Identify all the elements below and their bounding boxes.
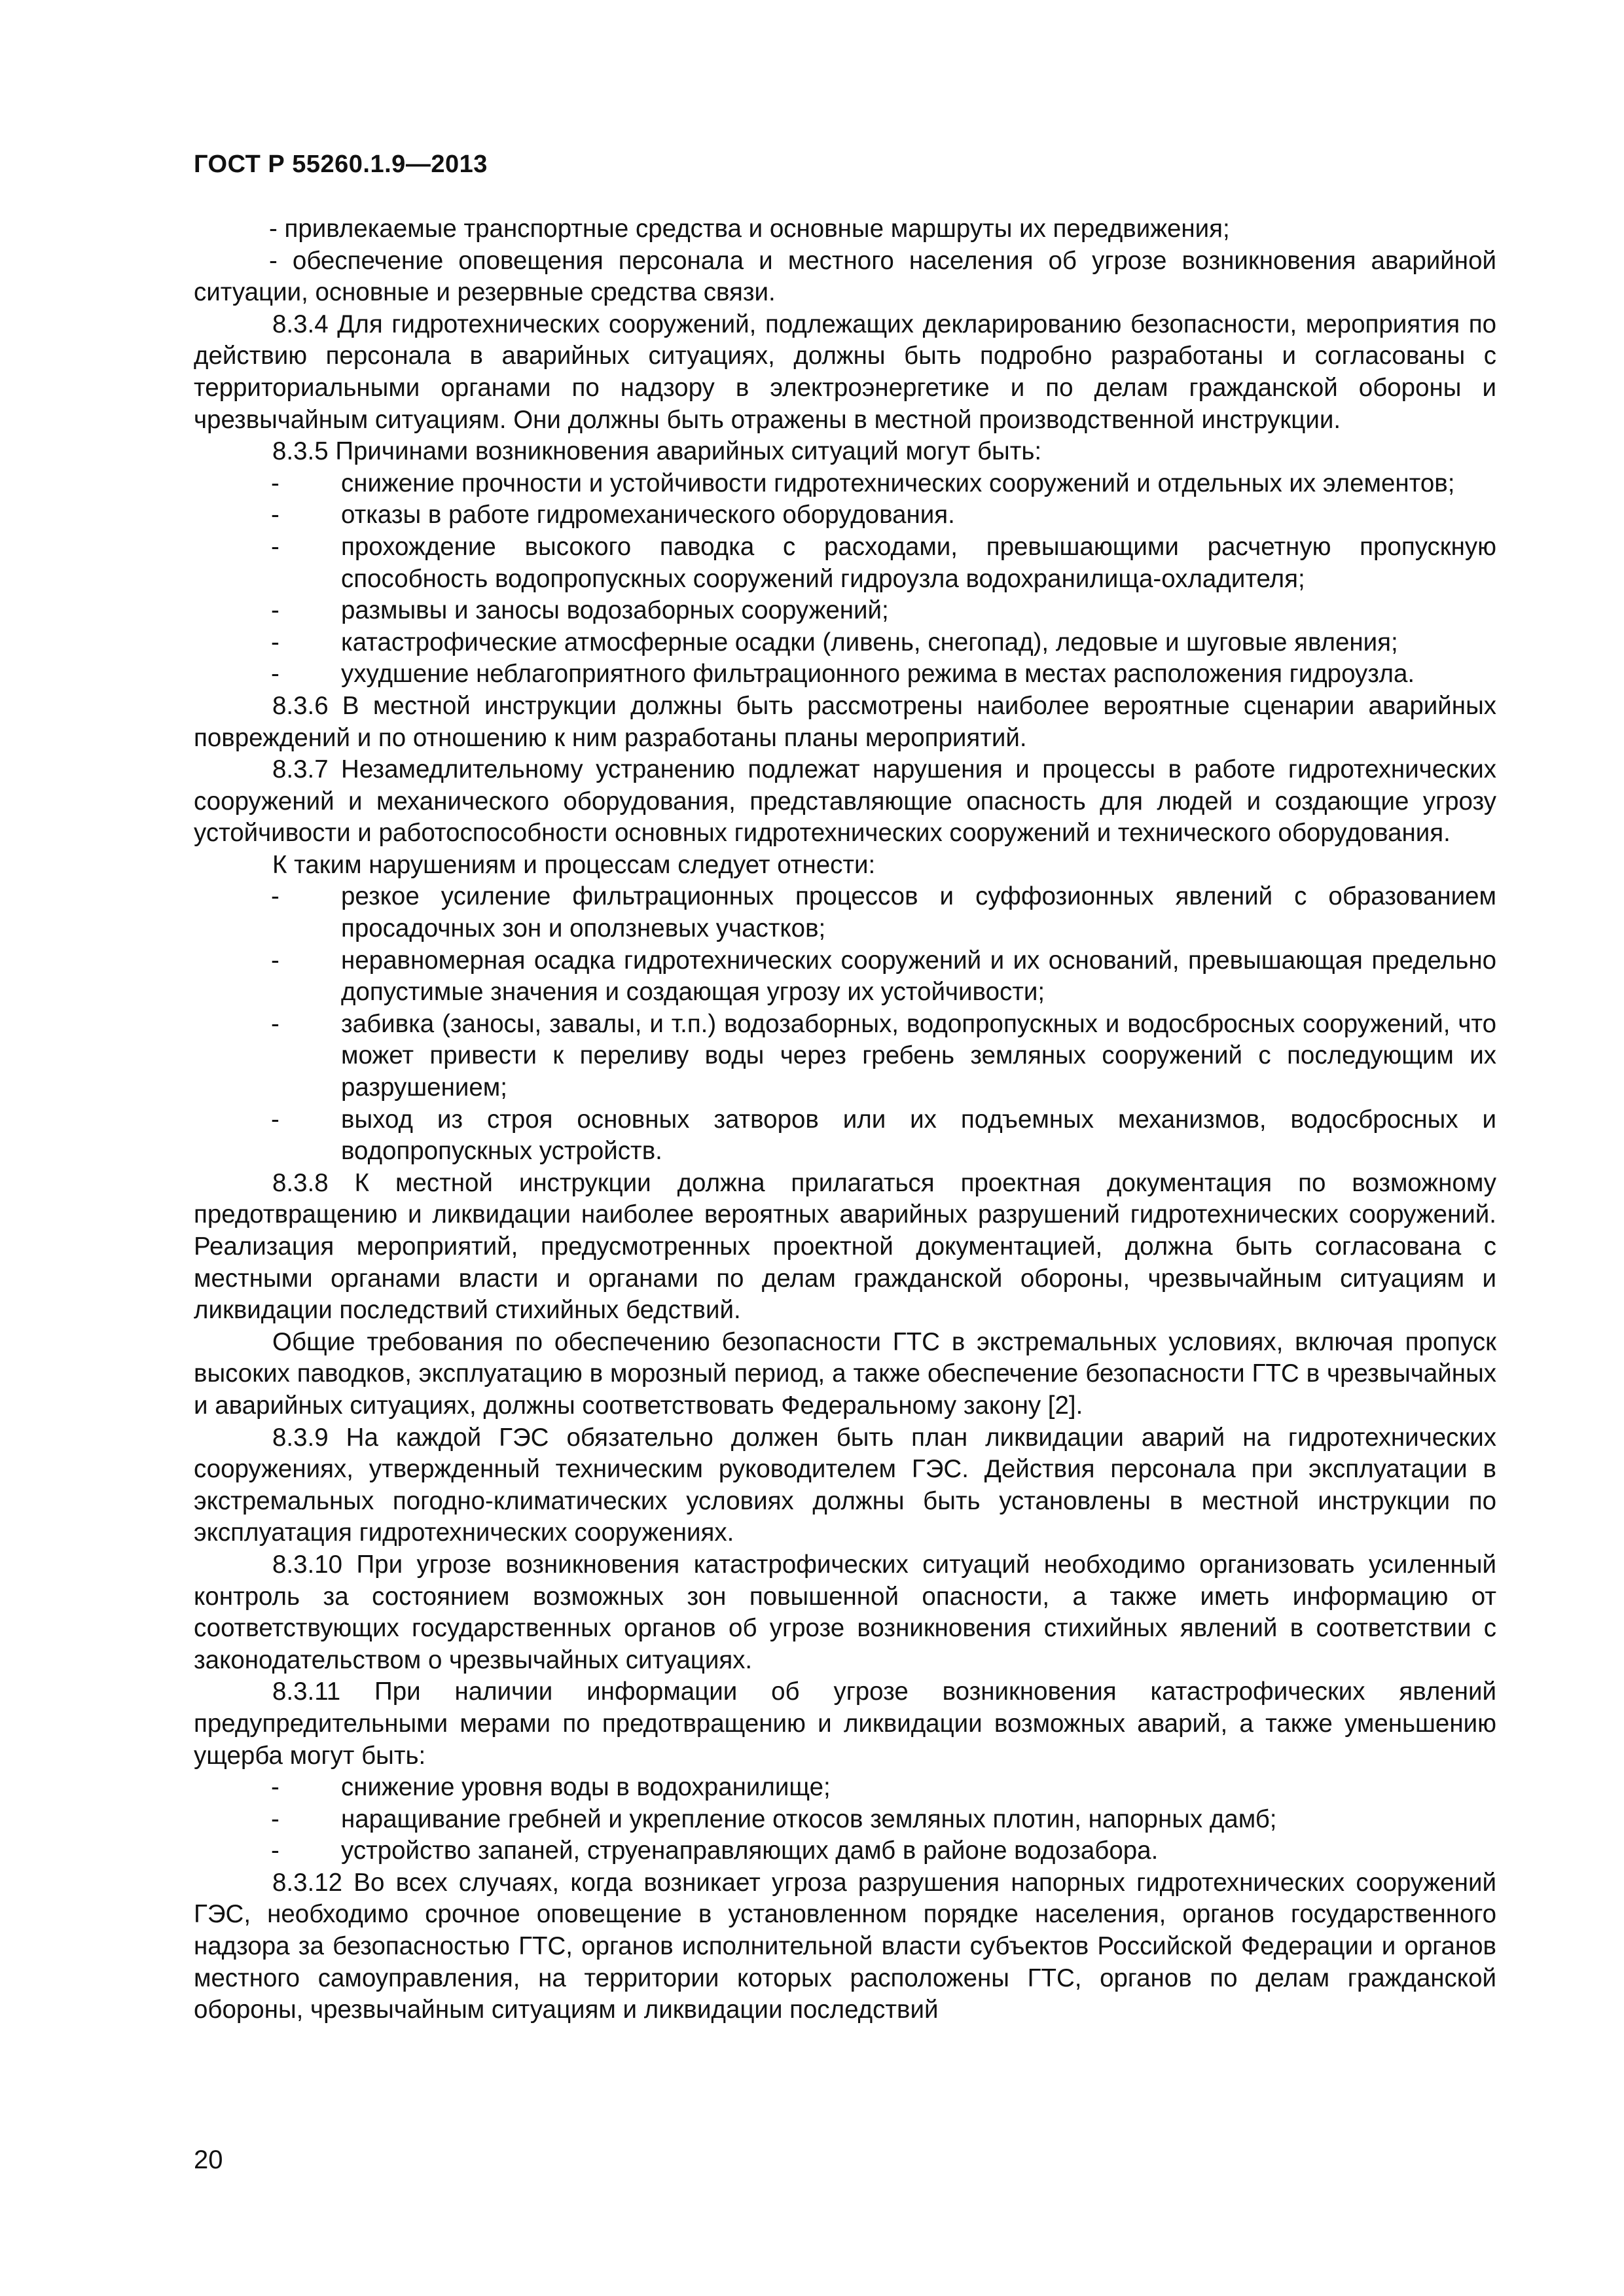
list-dash: - <box>271 660 280 689</box>
list-item-text: отказы в работе гидромеханического оборудования. <box>341 501 955 529</box>
clause-8-3-5: 8.3.5 Причинами возникновения аварийных ситуаций могут быть: <box>272 437 1042 466</box>
list-dash: - <box>271 1105 280 1134</box>
list-dash: - <box>271 628 280 656</box>
paragraph: - обеспечение оповещения персонала и местного населения об угрозе возникновения аварийной ситуации, основные и резервные средства связи. <box>194 246 1496 307</box>
list-item <box>194 499 1496 531</box>
list-item-text: устройство запаней, струенаправляющих дамб в районе водозабора. <box>341 1837 1159 1865</box>
list-item <box>194 468 1496 500</box>
list-item-text: наращивание гребней и укрепление откосов земляных плотин, напорных дамб; <box>341 1804 1277 1833</box>
list-item <box>194 1104 1496 1168</box>
list-item <box>194 1804 1496 1836</box>
clause-8-3-8: 8.3.8 К местной инструкции должна прилагаться проектная документация по возможному предотвращению и ликвидации наиболее вероятных аварийных разрушений гидротехнических сооружений. Реализация мероприятий, предусмотренных проектной документацией, должна быть согласована с местными органами власти и органами по делам гражданской обороны, чрезвычайным ситуациям и ликвидации последствий стихийных бедствий. <box>194 1168 1496 1325</box>
list-item-text: размывы и заносы водозаборных сооружений; <box>341 596 889 625</box>
list-dash: - <box>271 469 280 497</box>
list-item <box>194 1009 1496 1104</box>
list-item <box>194 531 1496 595</box>
list-item <box>194 881 1496 944</box>
list-dash: - <box>271 1837 280 1865</box>
list-dash: - <box>271 501 280 529</box>
clause-8-3-7: 8.3.7 Незамедлительному устранению подлежат нарушения и процессы в работе гидротехнических сооружений и механического оборудования, представляющие опасность для людей и создающие угрозу устойчивости и работоспособности основных гидротехнических сооружений и технического оборудования. <box>194 755 1496 848</box>
list-item-text: забивка (заносы, завалы, и т.п.) водозаборных, водопропускных и водосбросных сооружений, что может привести к переливу воды через гребень земляных сооружений с последующим их разрушением; <box>341 1009 1496 1102</box>
list-dash: - <box>271 1009 280 1038</box>
list-item <box>194 1835 1496 1867</box>
measures-list <box>194 1772 1496 1867</box>
clause-8-3-12: 8.3.12 Во всех случаях, когда возникает угроза разрушения напорных гидротехнических сооружений ГЭС, необходимо срочное оповещение в установленном порядке населения, органов государственного надзора за безопасностью ГТС, органов исполнительной власти субъектов Российской Федерации и органов местного самоуправления, на территории которых расположены ГТС, органов по делам гражданской обороны, чрезвычайным ситуациям и ликвидации последствий <box>194 1868 1496 2024</box>
paragraph: - привлекаемые транспортные средства и основные маршруты их передвижения; <box>269 215 1230 243</box>
clause-8-3-11: 8.3.11 При наличии информации об угрозе возникновения катастрофических явлений предупредительными мерами по предотвращению и ликвидации возможных аварий, а также уменьшению ущерба могут быть: <box>194 1677 1496 1770</box>
document-body <box>194 213 1496 2026</box>
list-item <box>194 1772 1496 1804</box>
list-item-text: прохождение высокого паводка с расходами, превышающими расчетную пропускную способность водопропускных сооружений гидроузла водохранилища-охладителя; <box>341 532 1496 593</box>
list-dash: - <box>271 1804 280 1833</box>
paragraph: Общие требования по обеспечению безопасности ГТС в экстремальных условиях, включая пропуск высоких паводков, эксплуатацию в морозный период, а также обеспечение безопасности ГТС в чрезвычайных и аварийных ситуациях, должны соответствовать Федеральному закону [2]. <box>194 1327 1496 1420</box>
list-item-text: катастрофические атмосферные осадки (ливень, снегопад), ледовые и шуговые явления; <box>341 628 1398 656</box>
list-item <box>194 627 1496 659</box>
list-dash: - <box>271 532 280 561</box>
list-item-text: неравномерная осадка гидротехнических сооружений и их оснований, превышающая предельно допустимые значения и создающая угрозу их устойчивости; <box>341 946 1496 1007</box>
list-item <box>194 595 1496 627</box>
paragraph: К таким нарушениям и процессам следует отнести: <box>272 850 876 879</box>
list-dash: - <box>271 882 280 911</box>
clause-8-3-9: 8.3.9 На каждой ГЭС обязательно должен быть план ликвидации аварий на гидротехнических сооружениях, утвержденный техническим руководителем ГЭС. Действия персонала при эксплуатации в экстремальных погодно-климатических условиях должны быть установлены в местной инструкции по эксплуатация гидротехнических сооружениях. <box>194 1423 1496 1547</box>
list-item-text: ухудшение неблагоприятного фильтрационного режима в местах расположения гидроузла. <box>341 660 1415 689</box>
list-item <box>194 658 1496 691</box>
list-item-text: снижение прочности и устойчивости гидротехнических сооружений и отдельных их элементов; <box>341 469 1455 497</box>
causes-list <box>194 468 1496 691</box>
clause-8-3-6: 8.3.6 В местной инструкции должны быть рассмотрены наиболее вероятные сценарии аварийных повреждений и по отношению к ним разработаны планы мероприятий. <box>194 691 1496 752</box>
list-item-text: резкое усиление фильтрационных процессов и суффозионных явлений с образованием просадочных зон и оползневых участков; <box>341 882 1496 943</box>
list-dash: - <box>271 1773 280 1802</box>
page-number: 20 <box>194 2145 223 2174</box>
list-dash: - <box>271 946 280 975</box>
list-dash: - <box>271 596 280 625</box>
list-item-text: выход из строя основных затворов или их подъемных механизмов, водосбросных и водопропускных устройств. <box>341 1105 1496 1166</box>
clause-8-3-4: 8.3.4 Для гидротехнических сооружений, подлежащих декларированию безопасности, мероприятия по действию персонала в аварийных ситуациях, должны быть подробно разработаны и согласованы с территориальными органами по надзору в электроэнергетике и по делам гражданской обороны и чрезвычайным ситуациям. Они должны быть отражены в местной производственной инструкции. <box>194 310 1496 434</box>
list-item <box>194 945 1496 1009</box>
violations-list <box>194 881 1496 1167</box>
list-item-text: снижение уровня воды в водохранилище; <box>341 1773 831 1802</box>
clause-8-3-10: 8.3.10 При угрозе возникновения катастрофических ситуаций необходимо организовать усиленный контроль за состоянием возможных зон повышенной опасности, а также иметь информацию от соответствующих государственных органов об угрозе возникновения стихийных явлений в соответствии с законодательством о чрезвычайных ситуациях. <box>194 1550 1496 1674</box>
document-header: ГОСТ Р 55260.1.9—2013 <box>194 151 488 178</box>
